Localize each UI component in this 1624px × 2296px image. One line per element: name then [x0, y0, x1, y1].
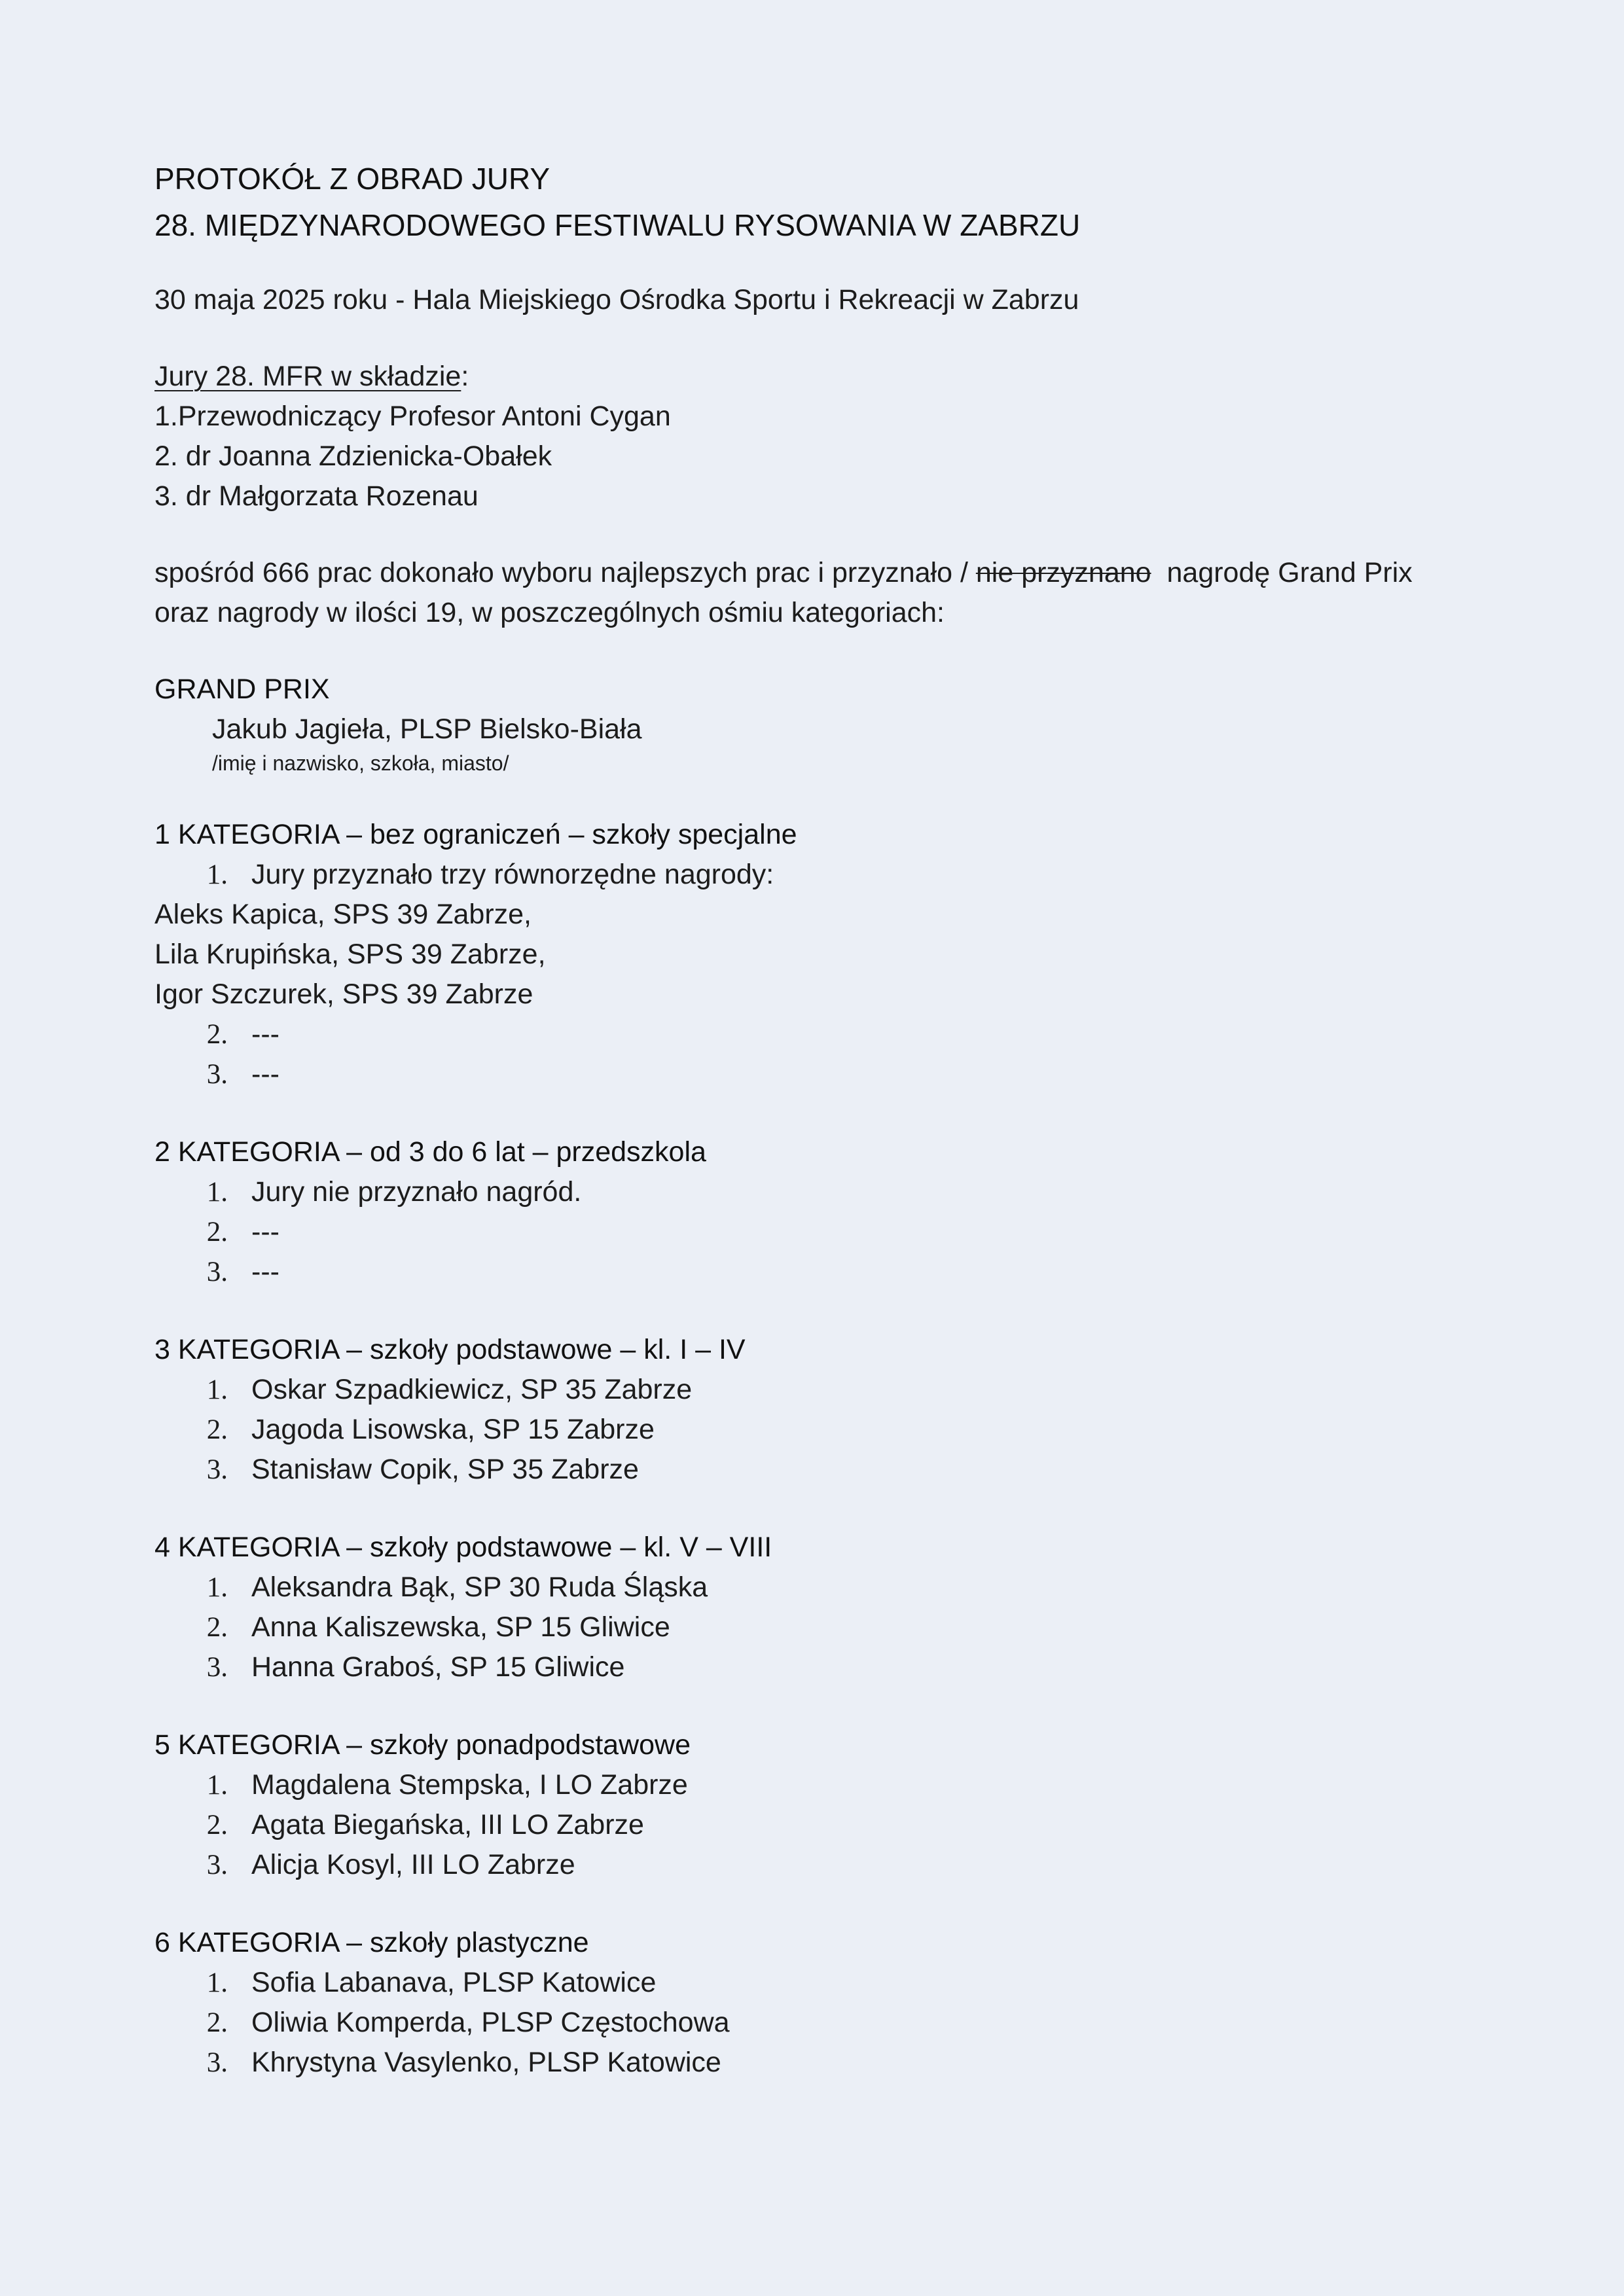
category-section	[154, 1132, 1496, 1292]
item-text: Jagoda Lisowska, SP 15 Zabrze	[251, 1414, 655, 1445]
list-item	[154, 1370, 1496, 1410]
category-title: 6 KATEGORIA – szkoły plastyczne	[154, 1927, 589, 1958]
category-title: 1 KATEGORIA – bez ograniczeń – szkoły specjalne	[154, 819, 797, 850]
item-text: Oliwia Komperda, PLSP Częstochowa	[251, 2007, 730, 2038]
item-text: ---	[251, 1018, 280, 1050]
list-item	[154, 1410, 1496, 1450]
item-number: 1.	[206, 1770, 228, 1801]
category-title: 3 KATEGORIA – szkoły podstawowe – kl. I – IV	[154, 1334, 746, 1365]
list-item	[154, 1845, 1496, 1885]
item-number: 2.	[206, 1414, 228, 1445]
item-text: Hanna Graboś, SP 15 Gliwice	[251, 1651, 625, 1683]
list-item	[154, 1252, 1496, 1292]
document-title-line1: PROTOKÓŁ Z OBRAD JURY	[154, 162, 550, 196]
summary-paragraph	[154, 553, 1496, 633]
item-text: ---	[251, 1256, 280, 1287]
list-item	[154, 2043, 1496, 2083]
item-number: 2.	[206, 2007, 228, 2038]
list-item	[154, 1172, 1496, 1212]
item-text: Anna Kaliszewska, SP 15 Gliwice	[251, 1611, 670, 1643]
item-text: Alicja Kosyl, III LO Zabrze	[251, 1849, 575, 1880]
item-number: 3.	[206, 1454, 228, 1485]
jury-label: Jury 28. MFR w składzie	[154, 361, 461, 392]
category-section	[154, 1330, 1496, 1490]
jury-member: 2. dr Joanna Zdzienicka-Obałek	[154, 440, 552, 472]
item-text: Aleksandra Bąk, SP 30 Ruda Śląska	[251, 1571, 708, 1603]
list-item	[154, 1212, 1496, 1252]
grand-prix-winner: Jakub Jagieła, PLSP Bielsko-Biała	[212, 713, 642, 745]
grand-prix-note: /imię i nazwisko, szkoła, miasto/	[212, 751, 509, 775]
category-section	[154, 1725, 1496, 1885]
list-item	[154, 1014, 1496, 1054]
list-item	[154, 1450, 1496, 1490]
item-text: Magdalena Stempska, I LO Zabrze	[251, 1769, 688, 1801]
item-text: Agata Biegańska, III LO Zabrze	[251, 1809, 644, 1840]
item-text: Jury nie przyznało nagród.	[251, 1176, 582, 1208]
list-item	[154, 1607, 1496, 1647]
category-section	[154, 1923, 1496, 2083]
summary-line2: oraz nagrody w ilości 19, w poszczególnych ośmiu kategoriach:	[154, 597, 945, 628]
item-text: Sofia Labanava, PLSP Katowice	[251, 1967, 657, 1998]
item-number: 1.	[206, 1374, 228, 1405]
list-item	[154, 855, 1496, 895]
item-number: 3.	[206, 1652, 228, 1683]
category-section	[154, 815, 1496, 1094]
summary-text-cont: nagrodę Grand Prix	[1151, 557, 1413, 588]
item-number: 1.	[206, 1177, 228, 1208]
document-content	[154, 156, 1496, 2121]
list-item	[154, 2003, 1496, 2043]
category-title: 4 KATEGORIA – szkoły podstawowe – kl. V – VIII	[154, 1532, 772, 1563]
item-text: Jury przyznało trzy równorzędne nagrody:	[251, 859, 774, 890]
list-item	[154, 1054, 1496, 1094]
summary-text: spośród 666 prac dokonało wyboru najlepszych prac i przyznało /	[154, 557, 976, 588]
grand-prix-section	[154, 670, 1496, 777]
item-text: Oskar Szpadkiewicz, SP 35 Zabrze	[251, 1374, 693, 1405]
list-item	[154, 1568, 1496, 1607]
list-item	[154, 1805, 1496, 1845]
awardee-line: Aleks Kapica, SPS 39 Zabrze,	[154, 899, 532, 930]
item-number: 2.	[206, 1019, 228, 1050]
list-item	[154, 1765, 1496, 1805]
item-text: ---	[251, 1058, 280, 1090]
document-title-line2: 28. MIĘDZYNARODOWEGO FESTIWALU RYSOWANIA W ZABRZU	[154, 208, 1081, 242]
category-title: 2 KATEGORIA – od 3 do 6 lat – przedszkola	[154, 1136, 706, 1168]
item-number: 1.	[206, 859, 228, 890]
list-item	[154, 1647, 1496, 1687]
item-text: Stanisław Copik, SP 35 Zabrze	[251, 1454, 639, 1485]
item-number: 2.	[206, 1810, 228, 1840]
item-number: 1.	[206, 1967, 228, 1998]
jury-colon: :	[461, 361, 469, 392]
struck-text: nie przyznano	[975, 557, 1151, 588]
item-number: 1.	[206, 1572, 228, 1603]
category-title: 5 KATEGORIA – szkoły ponadpodstawowe	[154, 1729, 691, 1761]
jury-heading	[154, 357, 1496, 397]
grand-prix-title: GRAND PRIX	[154, 673, 330, 705]
date-place: 30 maja 2025 roku - Hala Miejskiego Ośrodka Sportu i Rekreacji w Zabrzu	[154, 284, 1079, 315]
item-number: 2.	[206, 1612, 228, 1643]
item-text: Khrystyna Vasylenko, PLSP Katowice	[251, 2047, 721, 2078]
item-number: 3.	[206, 1059, 228, 1090]
awardee-line: Lila Krupińska, SPS 39 Zabrze,	[154, 939, 546, 970]
item-text: ---	[251, 1216, 280, 1247]
category-section	[154, 1528, 1496, 1687]
jury-member: 1.Przewodniczący Profesor Antoni Cygan	[154, 401, 671, 432]
list-item	[154, 1963, 1496, 2003]
jury-member: 3. dr Małgorzata Rozenau	[154, 480, 478, 512]
item-number: 3.	[206, 1257, 228, 1287]
item-number: 3.	[206, 2047, 228, 2078]
item-number: 3.	[206, 1850, 228, 1880]
item-number: 2.	[206, 1217, 228, 1247]
awardee-line: Igor Szczurek, SPS 39 Zabrze	[154, 978, 533, 1010]
